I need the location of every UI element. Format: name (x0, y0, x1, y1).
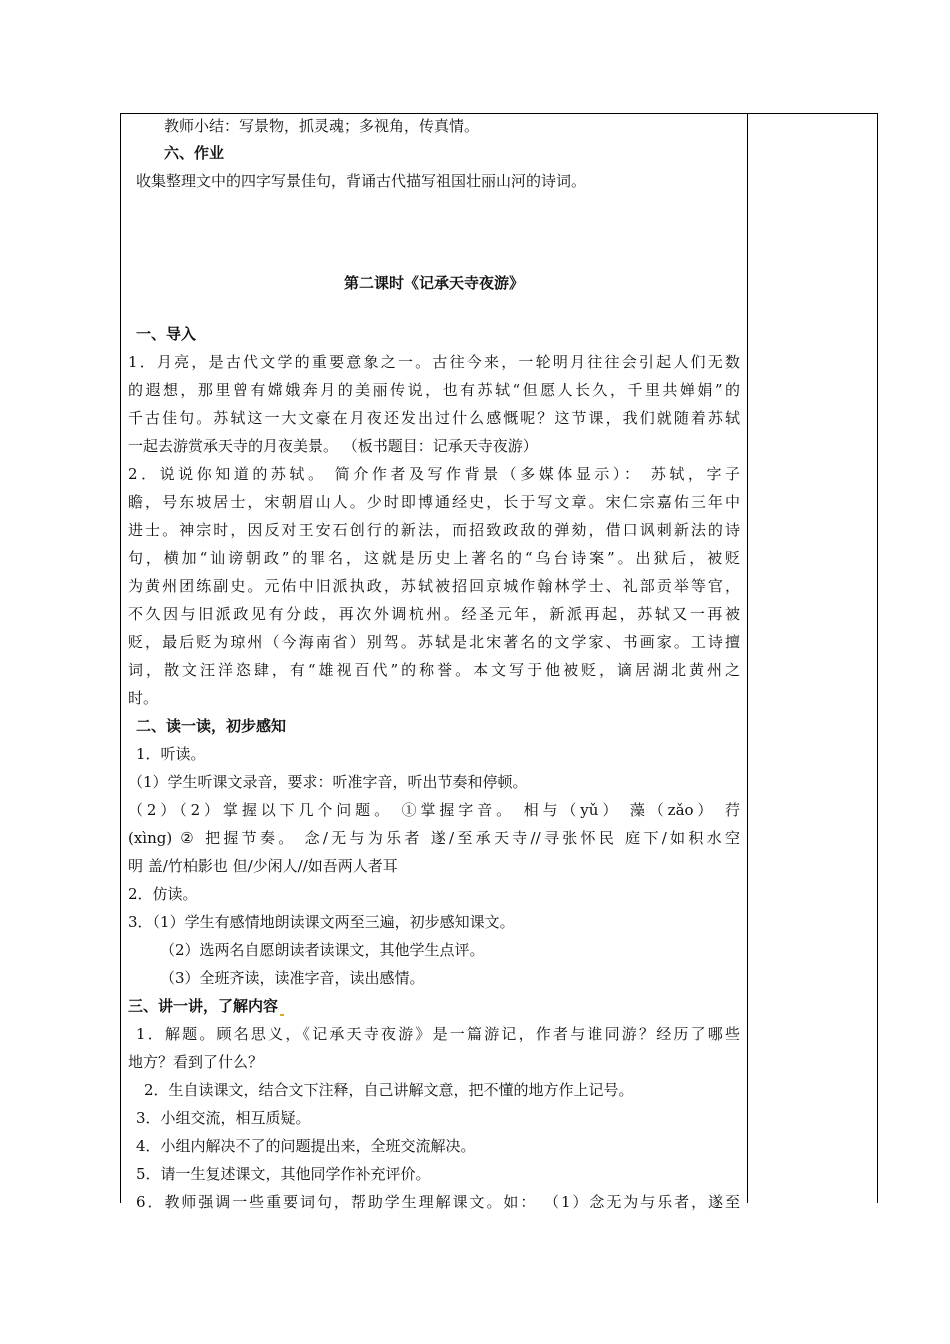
paragraph-line: 进士。神宗时，因反对王安石创行的新法，而招致政敌的弹劾，借口讽刺新法的诗 (128, 521, 740, 539)
paragraph-line: 一起去游赏承天寺的月夜美景。 （板书题目：记承天寺夜游） (128, 437, 538, 455)
list-item: （1）学生听课文录音，要求：听准字音，听出节奏和停顿。 (128, 773, 528, 791)
list-item: (xìng) ② 把握节奏。 念/无与为乐者 遂/至承天寺//寻张怀民 庭下/如积水空 (128, 829, 740, 847)
paragraph-line: 1．月亮，是古代文学的重要意象之一。古往今来，一轮明月往往会引起人们无数 (128, 353, 740, 371)
list-item: 5．请一生复述课文，其他同学作补充评价。 (136, 1165, 431, 1183)
homework-text: 收集整理文中的四字写景佳句，背诵古代描写祖国壮丽山河的诗词。 (136, 172, 587, 190)
list-item: （2）选两名自愿朗读者读课文，其他学生点评。 (160, 941, 485, 959)
teacher-summary: 教师小结：写景物，抓灵魂；多视角，传真情。 (164, 117, 480, 135)
paragraph-line: 词，散文汪洋恣肆，有“雄视百代”的称誉。本文写于他被贬，谪居湖北黄州之 (128, 661, 740, 679)
section-read-heading: 二、读一读，初步感知 (136, 717, 287, 735)
list-item: 3．（1）学生有感情地朗读课文两至三遍，初步感知课文。 (128, 913, 515, 931)
list-item: 2．生自读课文，结合文下注释，自己讲解文意，把不懂的地方作上记号。 (144, 1081, 634, 1099)
list-item: 2．仿读。 (128, 885, 198, 903)
list-item: 6．教师强调一些重要词句，帮助学生理解课文。如： （1）念无为与乐者，遂至 (136, 1193, 740, 1211)
paragraph-line: 2．说说你知道的苏轼。 简介作者及写作背景（多媒体显示）： 苏轼，字子 (128, 465, 740, 483)
list-item: 明 盖/竹柏影也 但/少闲人//如吾两人者耳 (128, 857, 398, 875)
paragraph-line: 千古佳句。苏轼这一大文豪在月夜还发出过什么感慨呢？这节课，我们就随着苏轼 (128, 409, 740, 427)
paragraph-line: 的遐想，那里曾有嫦娥奔月的美丽传说，也有苏轼“但愿人长久，千里共婵娟”的 (128, 381, 740, 399)
list-item: 1．听读。 (136, 745, 206, 763)
paragraph-line: 为黄州团练副史。元佑中旧派执政，苏轼被招回京城作翰林学士、礼部贡举等官， (128, 577, 740, 595)
section-homework-heading: 六、作业 (164, 144, 225, 162)
lesson-title: 第二课时《记承天寺夜游》 (343, 274, 524, 292)
list-item: （2）（2）掌握以下几个问题。 ①掌握字音。 相与（yǔ） 藻（zǎo） 荇 (128, 801, 740, 819)
section-intro-heading: 一、导入 (136, 325, 197, 343)
paragraph-line: 时。 (128, 689, 159, 707)
paragraph-line: 句，横加“讪谤朝政”的罪名，这就是历史上著名的“乌台诗案”。出狱后，被贬 (128, 549, 740, 567)
list-item: 地方？看到了什么？ (128, 1053, 264, 1071)
list-item: 1．解题。顾名思义，《记承天寺夜游》是一篇游记，作者与谁同游？经历了哪些 (136, 1025, 740, 1043)
column-divider (747, 113, 748, 1203)
list-item: （3）全班齐读，读准字音，读出感情。 (160, 969, 425, 987)
edit-mark (280, 1014, 284, 1016)
section-explain-heading: 三、讲一讲，了解内容 (128, 996, 284, 1016)
list-item: 4．小组内解决不了的问题提出来，全班交流解决。 (136, 1137, 476, 1155)
paragraph-line: 不久因与旧派政见有分歧，再次外调杭州。经圣元年，新派再起，苏轼又一再被 (128, 605, 740, 623)
paragraph-line: 瞻，号东坡居士，宋朝眉山人。少时即博通经史，长于写文章。宋仁宗嘉佑三年中 (128, 493, 740, 511)
paragraph-line: 贬，最后贬为琼州（今海南省）别驾。苏轼是北宋著名的文学家、书画家。工诗擅 (128, 633, 740, 651)
list-item: 3．小组交流，相互质疑。 (136, 1109, 311, 1127)
